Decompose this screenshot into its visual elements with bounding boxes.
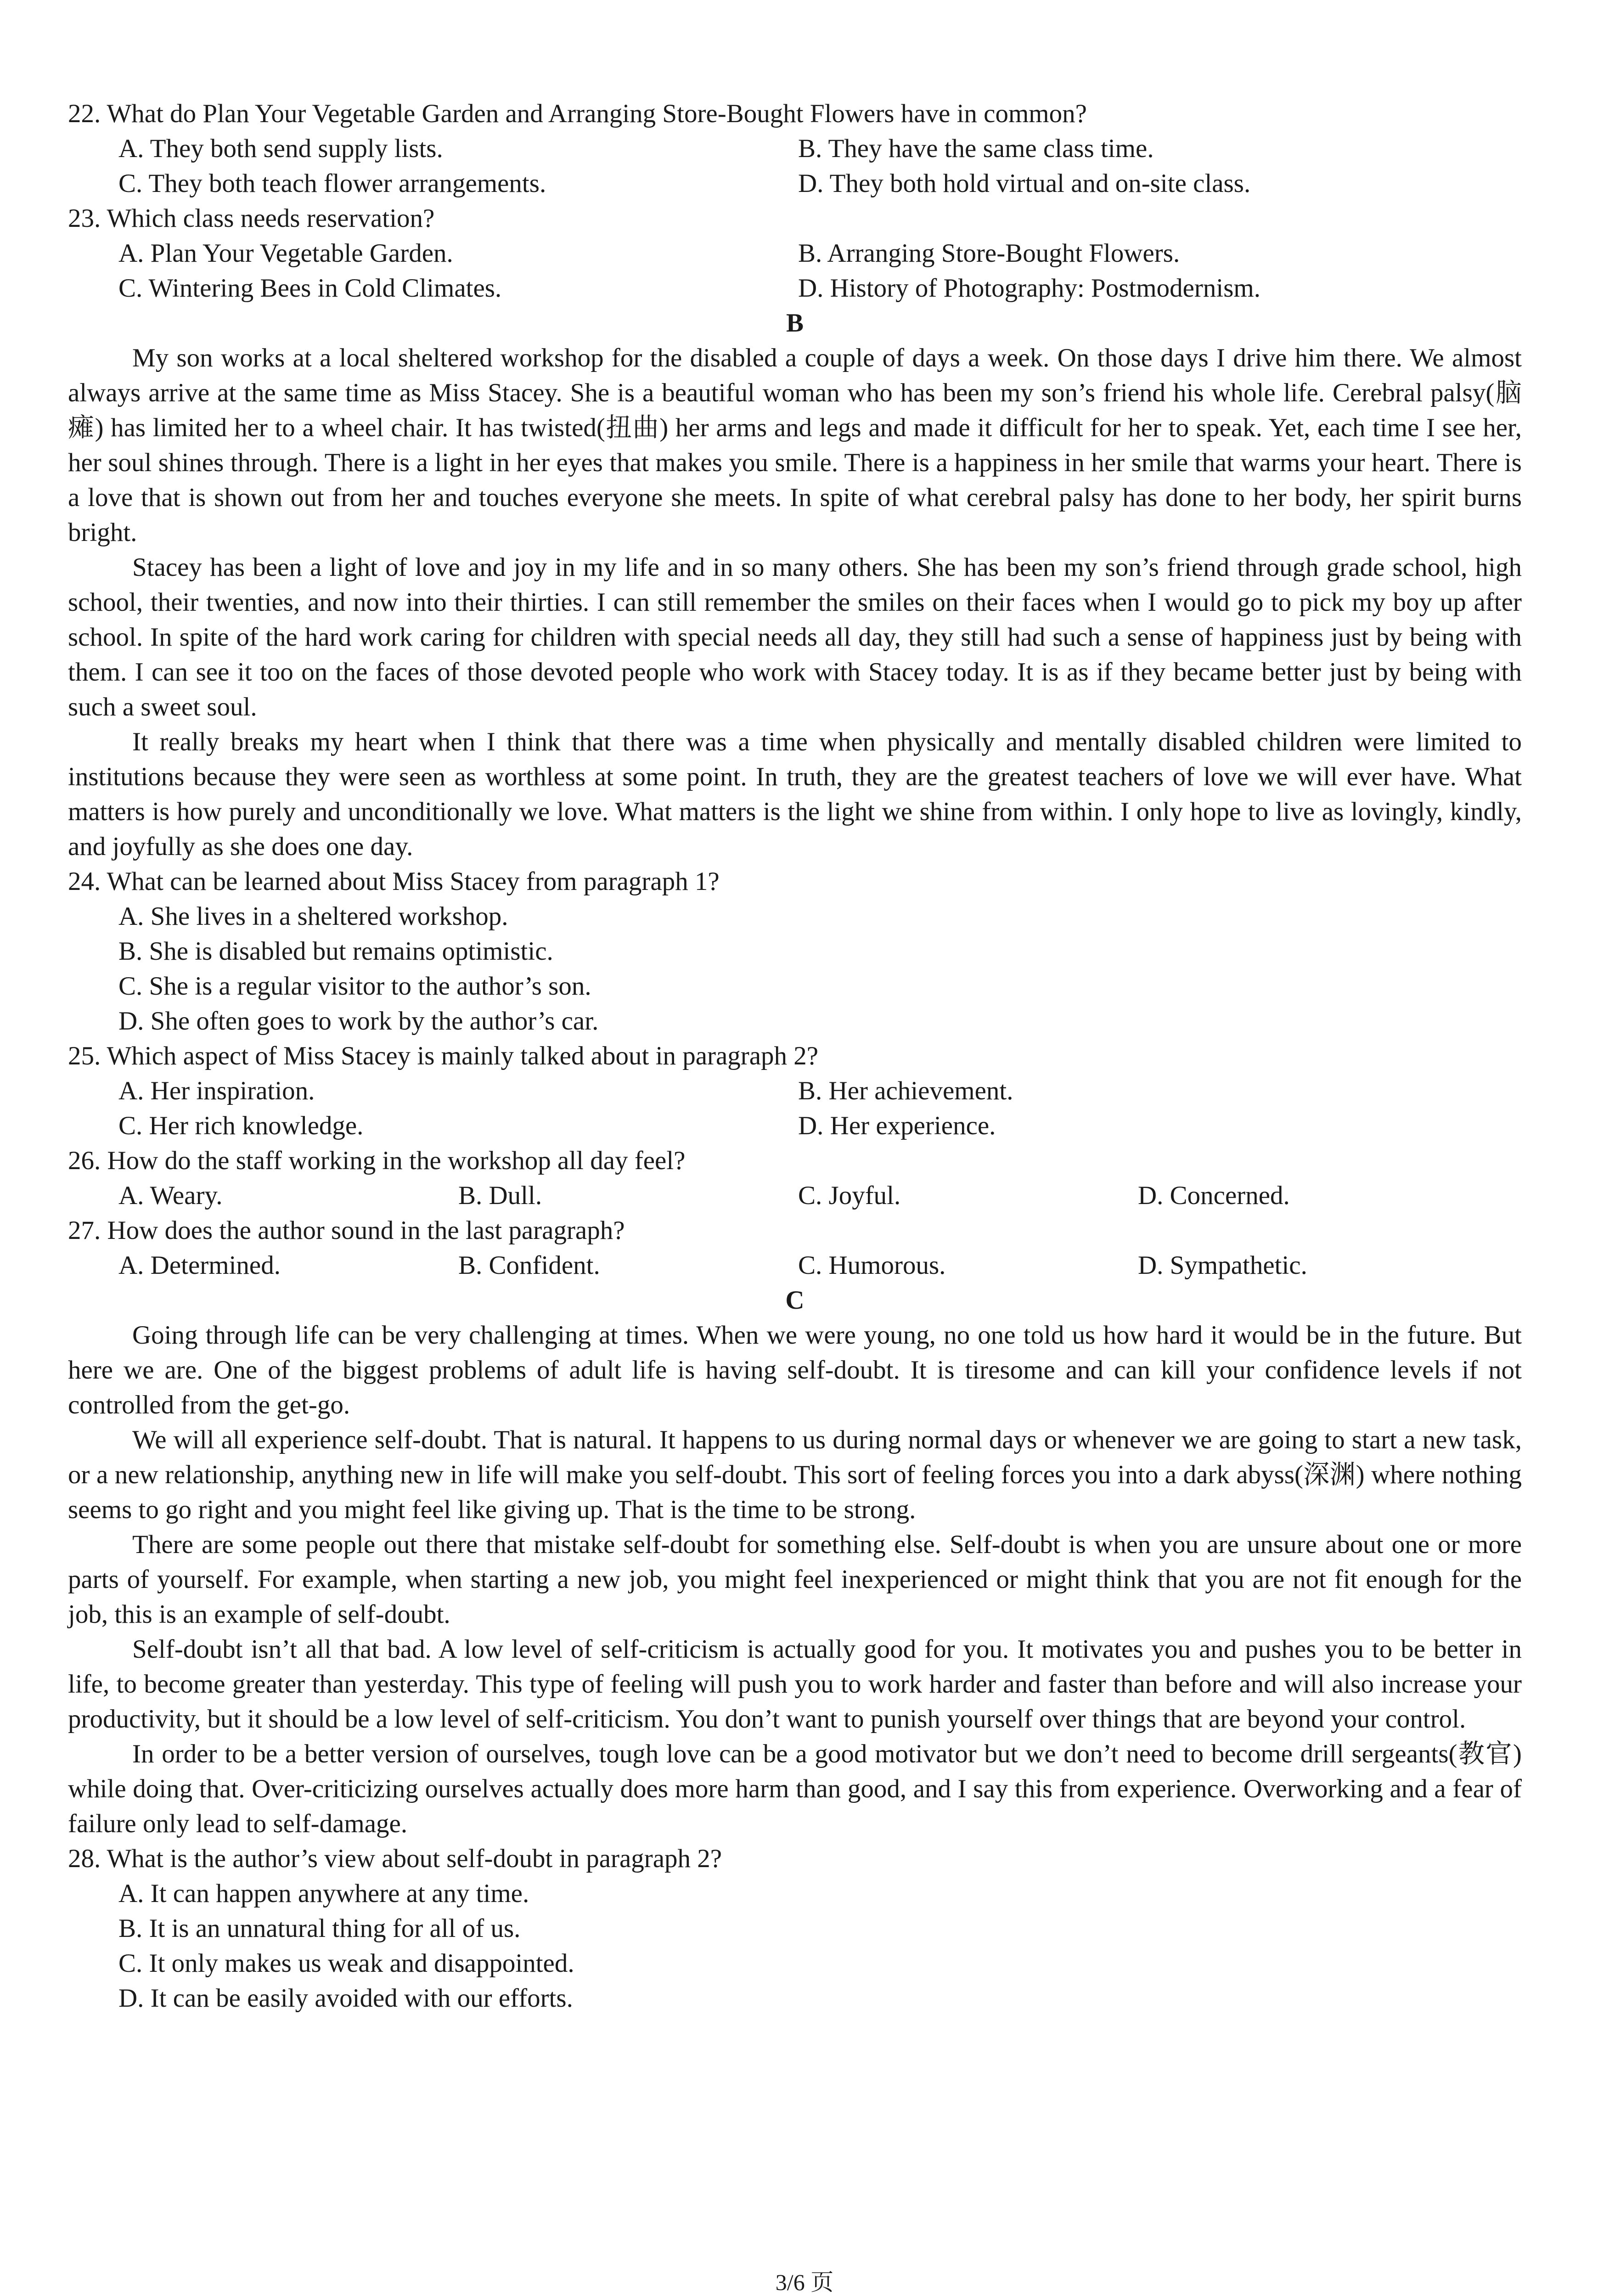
section-b-heading: B [786, 309, 804, 338]
option-a: A. Weary. [118, 1181, 223, 1210]
option-a: A. They both send supply lists. [118, 134, 443, 163]
option-row [68, 271, 1522, 306]
question-stem: 24. What can be learned about Miss Stacey from paragraph 1? [68, 867, 720, 896]
option-c: C. It only makes us weak and disappointed. [118, 1949, 574, 1978]
question-stem: 25. Which aspect of Miss Stacey is mainly talked about in paragraph 2? [68, 1041, 819, 1070]
option-a: A. It can happen anywhere at any time. [118, 1879, 529, 1908]
passage-paragraph: In order to be a better version of ourselves, tough love can be a good motivator but we don’t need to become drill sergeants(教官) while doing that. Over-criticizing ourselves actually does more harm than good, and I say this from experience. Overworking and a fear of failure only lead to self-damage. [68, 1739, 1522, 1838]
option-d: D. History of Photography: Postmodernism. [798, 274, 1260, 303]
passage-paragraph: There are some people out there that mistake self-doubt for something else. Self-doubt is when you are unsure about one or more parts of yourself. For example, when starting a new job, you might feel inexperienced or might think that you are not fit enough for the job, this is an example of self-doubt. [68, 1530, 1522, 1629]
passage-paragraph: My son works at a local sheltered workshop for the disabled a couple of days a week. On those days I drive him there. We almost always arrive at the same time as Miss Stacey. She is a beautiful woman who has been my son’s friend his whole life. Cerebral palsy(脑瘫) has limited her to a wheel chair. It has twisted(扭曲) her arms and legs and made it difficult for her to speak. Yet, each time I see her, her soul shines through. There is a light in her eyes that makes you smile. There is a happiness in her smile that warms your heart. There is a love that is shown out from her and touches everyone she meets. In spite of what cerebral palsy has done to her body, her spirit burns bright. [68, 343, 1522, 547]
question-stem: 28. What is the author’s view about self-doubt in paragraph 2? [68, 1844, 722, 1873]
question-25 [68, 1039, 1522, 1143]
question-28 [68, 1841, 1522, 2016]
passage-paragraph: It really breaks my heart when I think that there was a time when physically and mentally disabled children were limited to institutions because they were seen as worthless at some point. In truth, they are the greatest teachers of love we will ever have. What matters is how purely and unconditionally we love. What matters is the light we shine from within. I only hope to live as lovingly, kindly, and joyfully as she does one day. [68, 727, 1522, 861]
passage-paragraph: Going through life can be very challenging at times. When we were young, no one told us how hard it would be in the future. But here we are. One of the biggest problems of adult life is having self-doubt. It is tiresome and can kill your confidence levels if not controlled from the get-go. [68, 1321, 1522, 1419]
option-c: C. Humorous. [798, 1251, 946, 1280]
option-c: C. They both teach flower arrangements. [118, 169, 546, 198]
option-b: B. Dull. [458, 1181, 542, 1210]
option-d: D. Her experience. [798, 1111, 996, 1140]
page-number: 3/6 页 [775, 2269, 834, 2295]
option-c: C. Joyful. [798, 1181, 901, 1210]
option-b: B. Arranging Store-Bought Flowers. [798, 239, 1180, 268]
option-d: D. It can be easily avoided with our efforts. [118, 1984, 573, 2013]
option-a: A. Her inspiration. [118, 1076, 315, 1105]
option-row [68, 1109, 1522, 1143]
option-row [68, 166, 1522, 201]
question-stem: 23. Which class needs reservation? [68, 204, 435, 233]
option-row [68, 131, 1522, 166]
option-row [68, 236, 1522, 271]
question-23 [68, 201, 1522, 306]
section-c-heading: C [785, 1286, 804, 1315]
option-row [68, 1178, 1522, 1213]
passage-paragraph: Self-doubt isn’t all that bad. A low level of self-criticism is actually good for you. It motivates you and pushes you to be better in life, to become greater than yesterday. This type of feeling will push you to work harder and faster than before and will also increase your productivity, but it should be a low level of self-criticism. You don’t want to punish yourself over things that are beyond your control. [68, 1635, 1522, 1733]
option-b: B. Confident. [458, 1251, 600, 1280]
passage-paragraph: Stacey has been a light of love and joy in my life and in so many others. She has been my son’s friend through grade school, high school, their twenties, and now into their thirties. I can still remember the smiles on their faces when I would go to pick my boy up after school. In spite of the hard work caring for children with special needs all day, they still had such a sense of happiness just by being with them. I can see it too on the faces of those devoted people who work with Stacey today. It is as if they became better just by being with such a sweet soul. [68, 553, 1522, 721]
option-d: D. They both hold virtual and on-site class. [798, 169, 1251, 198]
option-c: C. Wintering Bees in Cold Climates. [118, 274, 502, 303]
option-row [68, 1248, 1522, 1283]
question-24 [68, 864, 1522, 1039]
question-stem: 26. How do the staff working in the workshop all day feel? [68, 1146, 686, 1175]
option-row [68, 1074, 1522, 1109]
option-b: B. It is an unnatural thing for all of us. [118, 1914, 521, 1943]
option-c: C. Her rich knowledge. [118, 1111, 364, 1140]
option-a: A. She lives in a sheltered workshop. [118, 902, 508, 931]
option-a: A. Determined. [118, 1251, 281, 1280]
question-27 [68, 1213, 1522, 1283]
question-26 [68, 1143, 1522, 1213]
option-d: D. She often goes to work by the author’s car. [118, 1007, 599, 1035]
option-d: D. Concerned. [1138, 1181, 1290, 1210]
question-stem: 27. How does the author sound in the last paragraph? [68, 1216, 625, 1245]
option-a: A. Plan Your Vegetable Garden. [118, 239, 453, 268]
option-c: C. She is a regular visitor to the author’s son. [118, 972, 591, 1001]
passage-paragraph: We will all experience self-doubt. That is natural. It happens to us during normal days or whenever we are going to start a new task, or a new relationship, anything new in life will make you self-doubt. This sort of feeling forces you into a dark abyss(深渊) where nothing seems to go right and you might feel like giving up. That is the time to be strong. [68, 1425, 1522, 1524]
option-b: B. They have the same class time. [798, 134, 1154, 163]
option-b: B. Her achievement. [798, 1076, 1013, 1105]
question-22 [68, 96, 1522, 201]
option-d: D. Sympathetic. [1138, 1251, 1307, 1280]
option-b: B. She is disabled but remains optimistic. [118, 937, 553, 966]
question-stem: 22. What do Plan Your Vegetable Garden and Arranging Store-Bought Flowers have in common? [68, 99, 1087, 128]
